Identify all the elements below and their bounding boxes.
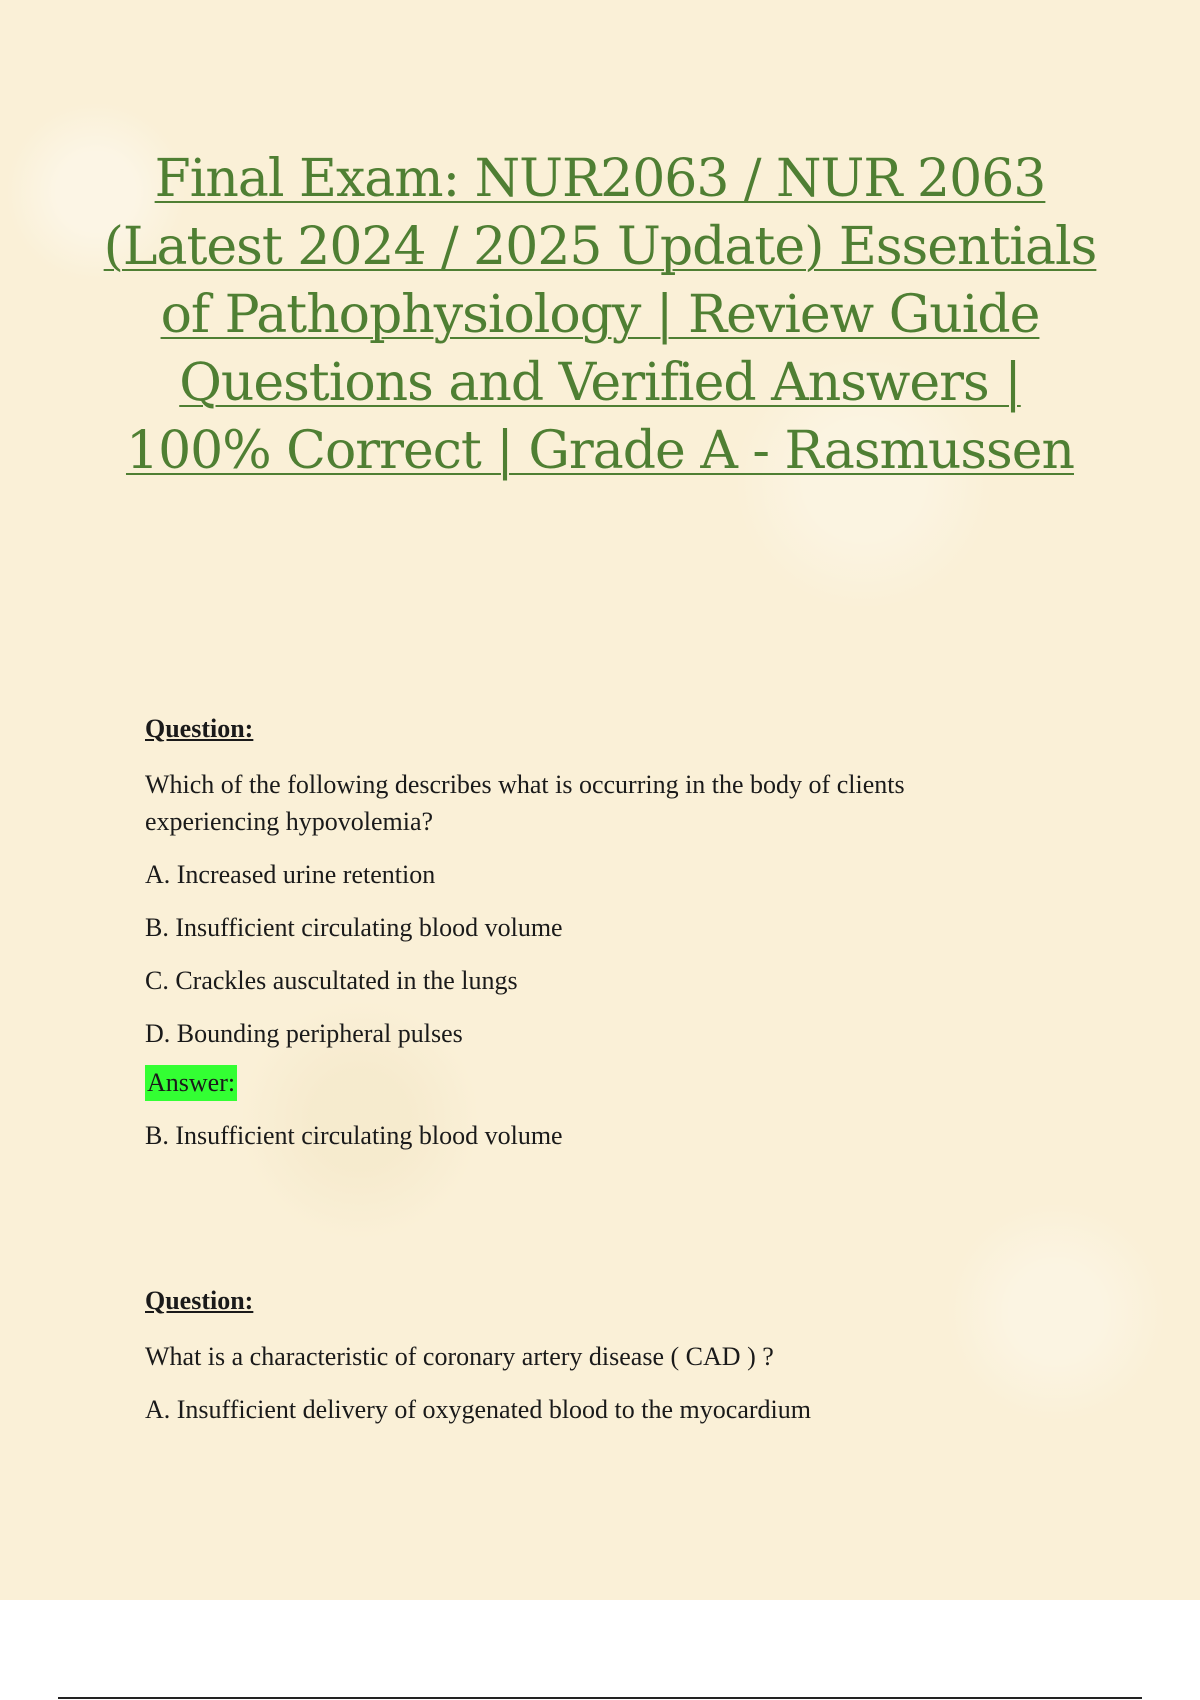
answer-label: Answer: <box>145 1065 237 1101</box>
question-label: Question: <box>145 1286 254 1315</box>
question-text: Which of the following describes what is occurring in the body of clients experiencing hypovolemia? <box>145 770 905 836</box>
question-text: What is a characteristic of coronary artery disease ( CAD ) ? <box>145 1342 774 1371</box>
footer-divider <box>58 1697 1142 1699</box>
answer-option-d: D. Bounding peripheral pulses <box>145 1019 463 1048</box>
answer-text: B. Insufficient circulating blood volume <box>145 1121 563 1150</box>
answer-option-b: B. Insufficient circulating blood volume <box>145 913 563 942</box>
answer-option-a: A. Insufficient delivery of oxygenated blood to the myocardium <box>145 1395 811 1424</box>
question-label: Question: <box>145 714 254 743</box>
answer-option-c: C. Crackles auscultated in the lungs <box>145 966 518 995</box>
question-block-2 <box>145 1284 1045 1428</box>
question-block-1 <box>145 712 1045 1154</box>
answer-option-a: A. Increased urine retention <box>145 860 436 889</box>
document-title: Final Exam: NUR2063 / NUR 2063 (Latest 2024 / 2025 Update) Essentials of Pathophysiology | Review Guide Questions and Verified Answers | 100% Correct | Grade A - Rasmussen <box>103 149 1097 481</box>
